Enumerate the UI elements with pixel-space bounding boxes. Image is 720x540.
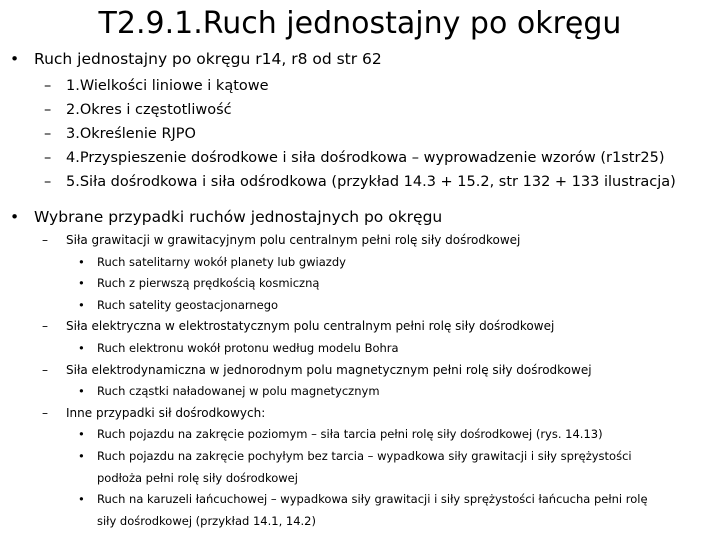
section2-item-text: podłoża pełni rolę siły dośrodkowej [97, 470, 298, 485]
section2-item-text: Ruch pojazdu na zakręcie poziomym – siła tarcia pełni rolę siły dośrodkowej (rys. 14.13) [97, 427, 603, 442]
section2-item-text: Ruch na karuzeli łańcuchowej – wypadkowa siły grawitacji i siły sprężystości łańcucha pełni rolę [97, 492, 648, 507]
section2-group-text: Siła grawitacji w grawitacyjnym polu centralnym pełni rolę siły dośrodkowej [66, 233, 521, 247]
dash-icon: – [42, 405, 48, 420]
slide-title: T2.9.1.Ruch jednostajny po okręgu [98, 6, 622, 41]
section2-item-text: Ruch satelity geostacjonarnego [97, 297, 279, 312]
dash-icon: – [44, 150, 52, 166]
dash-icon: – [42, 362, 48, 377]
bullet-icon: • [78, 341, 85, 355]
section2-item-text: Ruch elektronu wokół protonu według modelu Bohra [97, 341, 399, 355]
section1-item-text: 3.Określenie RJPO [66, 126, 196, 142]
section2-item-text: Ruch cząstki naładowanej w polu magnetycznym [97, 384, 380, 399]
bullet-icon: • [10, 208, 20, 226]
bullet-icon: • [78, 449, 85, 463]
section1-item-text: 4.Przyspieszenie dośrodkowe i siła dośrodkowa – wyprowadzenie wzorów (r1str25) [66, 150, 665, 166]
section2-group-text: Siła elektrodynamiczna w jednorodnym polu magnetycznym pełni rolę siły dośrodkowej [66, 362, 592, 377]
dash-icon: – [44, 102, 52, 118]
bullet-icon: • [78, 276, 85, 291]
section2-item-text: Ruch pojazdu na zakręcie pochyłym bez tarcia – wypadkowa siły grawitacji i siły sprężystości [97, 449, 632, 463]
section2-group-text: Siła elektryczna w elektrostatycznym polu centralnym pełni rolę siły dośrodkowej [66, 319, 555, 334]
bullet-icon: • [10, 50, 20, 68]
section1-item-text: 5.Siła dośrodkowa i siła odśrodkowa (przykład 14.3 + 15.2, str 132 + 133 ilustracja) [66, 174, 676, 190]
bullet-icon: • [78, 254, 85, 269]
section2-heading-text: Wybrane przypadki ruchów jednostajnych po okręgu [34, 208, 443, 226]
section1-item-text: 2.Okres i częstotliwość [66, 102, 232, 118]
dash-icon: – [44, 126, 52, 142]
section2-group-text: Inne przypadki sił dośrodkowych: [66, 405, 266, 420]
section2-item-text: Ruch satelitarny wokół planety lub gwiazdy [97, 254, 346, 269]
dash-icon: – [44, 174, 52, 190]
section1-item-text: 1.Wielkości liniowe i kątowe [66, 78, 269, 94]
dash-icon: – [42, 319, 48, 334]
section1-heading-text: Ruch jednostajny po okręgu r14, r8 od str 62 [34, 50, 382, 68]
bullet-icon: • [78, 427, 85, 442]
section2-item-text: siły dośrodkowej (przykład 14.1, 14.2) [97, 513, 316, 528]
section2-item-text: Ruch z pierwszą prędkością kosmiczną [97, 276, 320, 291]
dash-icon: – [42, 233, 48, 247]
dash-icon: – [44, 78, 52, 94]
bullet-icon: • [78, 492, 85, 507]
bullet-icon: • [78, 297, 85, 312]
bullet-icon: • [78, 384, 85, 399]
